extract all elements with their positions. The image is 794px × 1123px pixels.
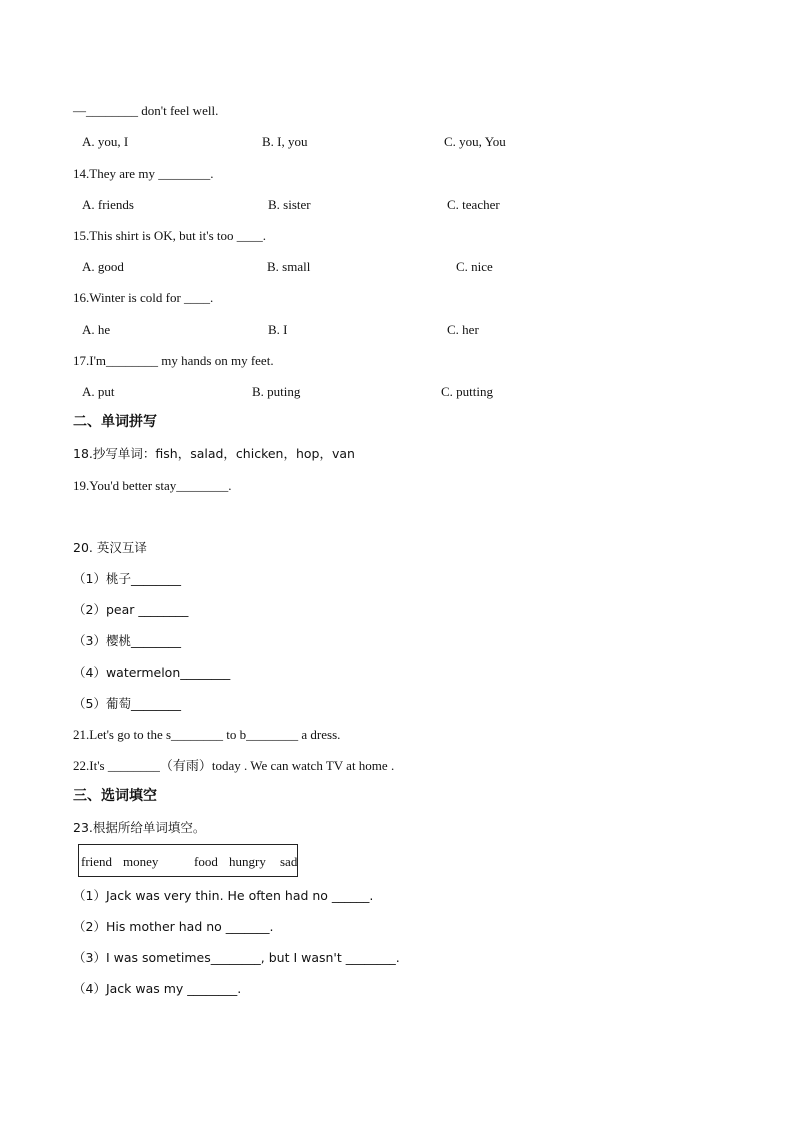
q23-stem: 23.根据所给单词填空。 [73, 820, 206, 835]
q13-option-a[interactable]: A. you, I [82, 134, 129, 149]
q17-stem: 17.I'm________ my hands on my feet. [73, 353, 274, 368]
word-bank-box [78, 844, 298, 877]
q16-option-b[interactable]: B. I [268, 322, 288, 337]
q20-item-2: （2）pear ________ [73, 602, 189, 617]
q15-option-c[interactable]: C. nice [456, 259, 493, 274]
word-bank-word: hungry [229, 854, 266, 869]
section-2-heading: 二、单词拼写 [73, 414, 157, 430]
q21-stem: 21.Let's go to the s________ to b________ a dress. [73, 727, 341, 742]
q23-item-1: （1）Jack was very thin. He often had no ______. [73, 888, 374, 903]
word-bank-word: friend [81, 854, 113, 869]
q16-stem: 16.Winter is cold for ____. [73, 290, 214, 305]
q13-option-b[interactable]: B. I, you [262, 134, 308, 149]
word-bank-word: sad [280, 854, 298, 869]
word-bank-word: food [194, 854, 218, 869]
q20-item-4: （4）watermelon________ [73, 665, 231, 680]
q23-item-4: （4）Jack was my ________. [73, 981, 242, 996]
q20-item-1: （1）桃子________ [73, 571, 181, 586]
q15-stem: 15.This shirt is OK, but it's too ____. [73, 228, 267, 243]
q13-stem: —________ don't feel well. [73, 103, 219, 118]
q14-option-b[interactable]: B. sister [268, 197, 311, 212]
q20-item-5: （5）葡萄________ [73, 696, 181, 711]
word-bank-word: money [123, 854, 159, 869]
q14-stem: 14.They are my ________. [73, 166, 214, 181]
q23-item-3: （3）I was sometimes________, but I wasn't ________. [73, 950, 400, 965]
q17-option-c[interactable]: C. putting [441, 384, 494, 399]
q17-option-a[interactable]: A. put [82, 384, 115, 399]
section-3-heading: 三、选词填空 [73, 788, 157, 804]
q15-option-a[interactable]: A. good [82, 259, 124, 274]
q14-option-a[interactable]: A. friends [82, 197, 134, 212]
q23-item-2: （2）His mother had no _______. [73, 919, 274, 934]
q19-stem: 19.You'd better stay________. [73, 478, 232, 493]
q13-option-c[interactable]: C. you, You [444, 134, 506, 149]
q17-option-b[interactable]: B. puting [252, 384, 301, 399]
q20-item-3: （3）樱桃________ [73, 633, 181, 648]
q16-option-c[interactable]: C. her [447, 322, 479, 337]
q18-stem: 18.抄写单词：fish，salad，chicken，hop，van [73, 446, 355, 461]
q14-option-c[interactable]: C. teacher [447, 197, 500, 212]
q22-stem: 22.It's ________（有雨）today . We can watch TV at home . [73, 758, 395, 773]
q20-stem: 20. 英汉互译 [73, 540, 147, 555]
q16-option-a[interactable]: A. he [82, 322, 111, 337]
q15-option-b[interactable]: B. small [267, 259, 311, 274]
